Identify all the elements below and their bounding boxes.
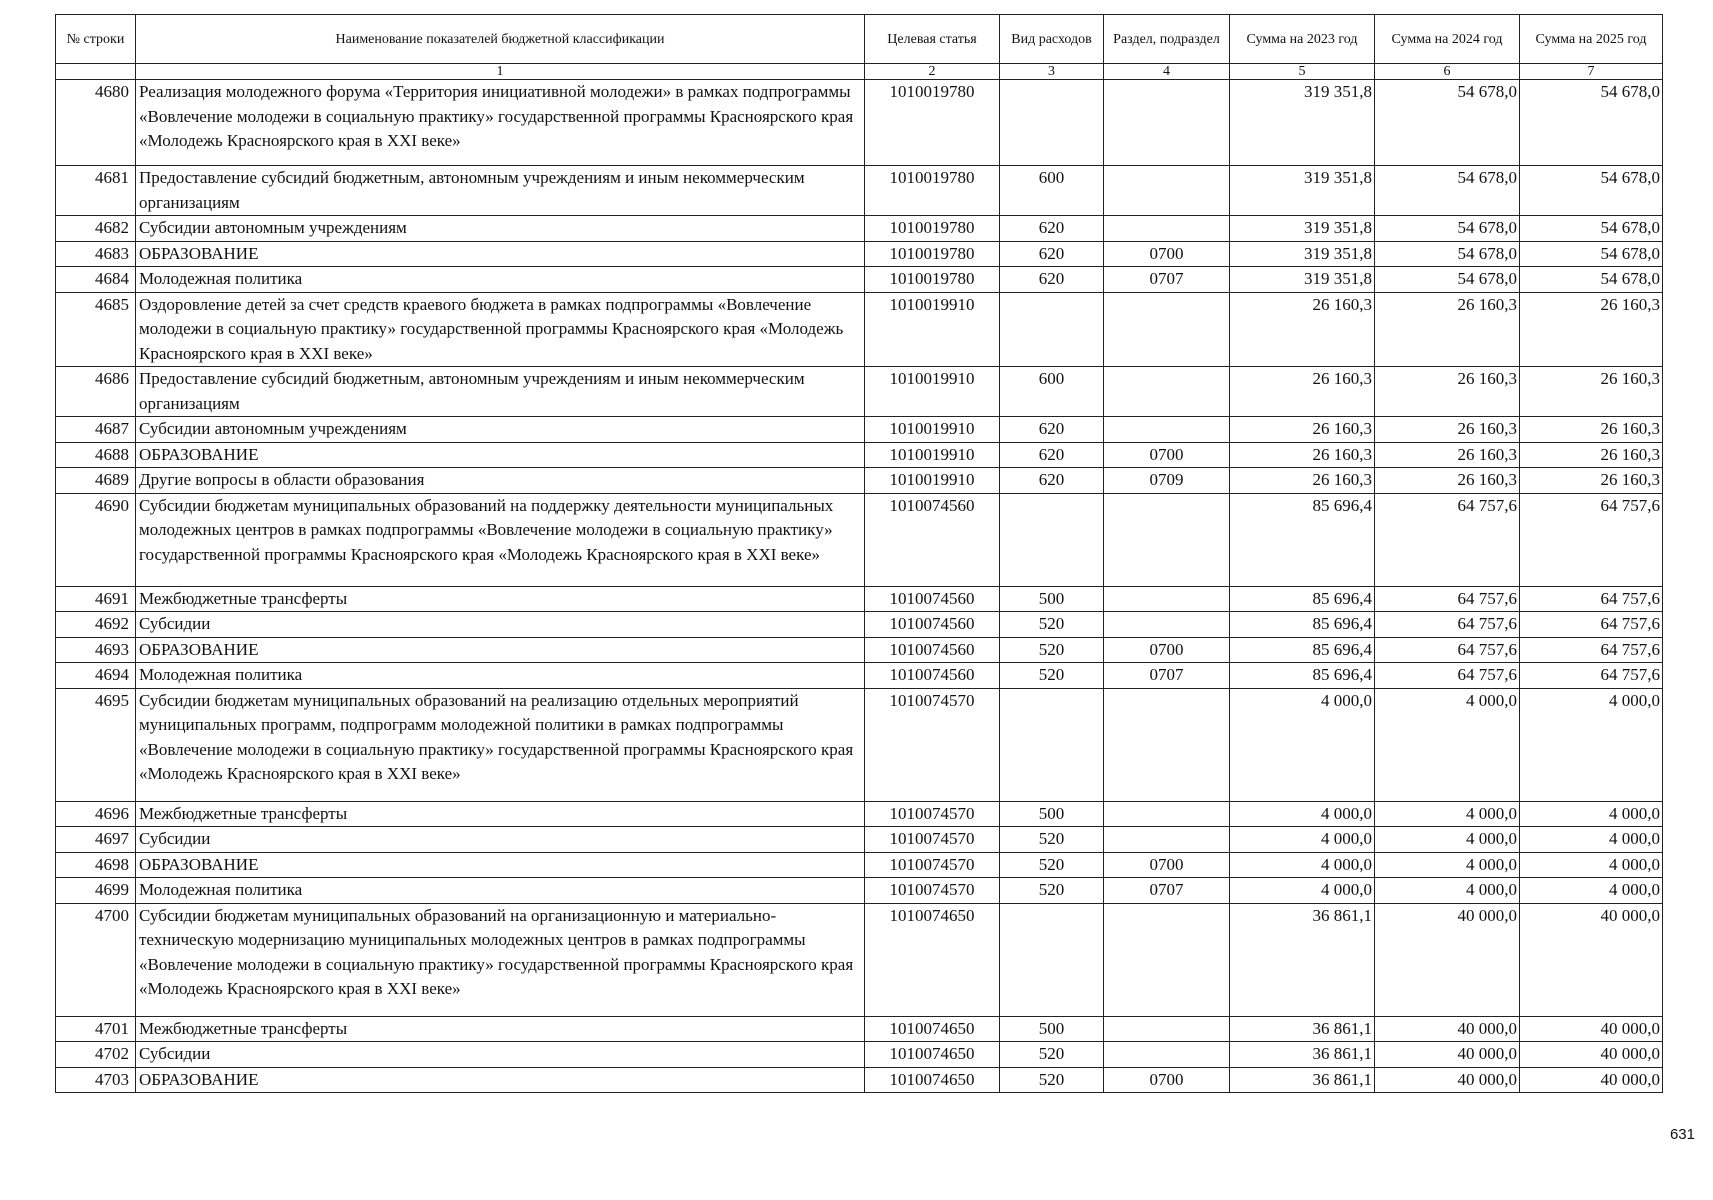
sum-2023: 85 696,4 (1230, 586, 1375, 612)
header-sum-2023: Сумма на 2023 год (1230, 15, 1375, 64)
sum-2025: 40 000,0 (1520, 1067, 1663, 1093)
expense-kind: 620 (1000, 216, 1104, 242)
sum-2023: 85 696,4 (1230, 663, 1375, 689)
row-name: Молодежная политика (136, 878, 865, 904)
sum-2024: 40 000,0 (1375, 1016, 1520, 1042)
sum-2023: 319 351,8 (1230, 80, 1375, 166)
target-article: 1010074570 (865, 852, 1000, 878)
row-name: Субсидии бюджетам муниципальных образований на организационную и материально-техническую модернизацию муниципальных молодежных центров в рамках подпрограммы «Вовлечение молодежи в социальную практику» государственной программы Красноярского края «Молодежь Красноярского края в XXI веке» (136, 903, 865, 1016)
row-number: 4690 (56, 493, 136, 586)
section-code: 0700 (1104, 637, 1230, 663)
sum-2023: 85 696,4 (1230, 612, 1375, 638)
section-code (1104, 903, 1230, 1016)
row-number: 4695 (56, 688, 136, 801)
target-article: 1010074560 (865, 663, 1000, 689)
column-number: 3 (1000, 64, 1104, 80)
header-target: Целевая статья (865, 15, 1000, 64)
section-code (1104, 1042, 1230, 1068)
column-number (56, 64, 136, 80)
section-code: 0700 (1104, 1067, 1230, 1093)
table-row (56, 688, 1663, 801)
table-row (56, 1042, 1663, 1068)
sum-2025: 64 757,6 (1520, 586, 1663, 612)
sum-2023: 319 351,8 (1230, 241, 1375, 267)
table-row (56, 663, 1663, 689)
sum-2023: 26 160,3 (1230, 417, 1375, 443)
sum-2024: 64 757,6 (1375, 493, 1520, 586)
header-name: Наименование показателей бюджетной классификации (136, 15, 865, 64)
section-code (1104, 688, 1230, 801)
row-name: ОБРАЗОВАНИЕ (136, 241, 865, 267)
row-number: 4693 (56, 637, 136, 663)
row-name: Субсидии (136, 1042, 865, 1068)
expense-kind: 520 (1000, 612, 1104, 638)
section-code (1104, 367, 1230, 417)
row-name: Межбюджетные трансферты (136, 801, 865, 827)
sum-2025: 4 000,0 (1520, 852, 1663, 878)
sum-2025: 26 160,3 (1520, 417, 1663, 443)
sum-2023: 85 696,4 (1230, 637, 1375, 663)
row-number: 4688 (56, 442, 136, 468)
row-number: 4680 (56, 80, 136, 166)
sum-2024: 4 000,0 (1375, 878, 1520, 904)
row-number: 4701 (56, 1016, 136, 1042)
sum-2025: 54 678,0 (1520, 166, 1663, 216)
row-name: Предоставление субсидий бюджетным, автономным учреждениям и иным некоммерческим организациям (136, 367, 865, 417)
row-name: Субсидии бюджетам муниципальных образований на реализацию отдельных мероприятий муниципальных программ, подпрограмм молодежной политики в рамках подпрограммы «Вовлечение молодежи в социальную практику» государственной программы Красноярского края «Молодежь Красноярского края в XXI веке» (136, 688, 865, 801)
expense-kind: 500 (1000, 801, 1104, 827)
sum-2025: 4 000,0 (1520, 801, 1663, 827)
row-name: Субсидии автономным учреждениям (136, 216, 865, 242)
budget-page (55, 14, 1663, 1093)
table-row (56, 1067, 1663, 1093)
table-row (56, 852, 1663, 878)
section-code (1104, 612, 1230, 638)
expense-kind: 620 (1000, 468, 1104, 494)
row-number: 4686 (56, 367, 136, 417)
sum-2024: 40 000,0 (1375, 1067, 1520, 1093)
target-article: 1010074650 (865, 1016, 1000, 1042)
section-code: 0707 (1104, 663, 1230, 689)
sum-2024: 40 000,0 (1375, 903, 1520, 1016)
sum-2025: 4 000,0 (1520, 688, 1663, 801)
table-row (56, 637, 1663, 663)
section-code (1104, 80, 1230, 166)
section-code: 0700 (1104, 241, 1230, 267)
header-row (56, 15, 1663, 64)
expense-kind: 520 (1000, 852, 1104, 878)
row-number: 4682 (56, 216, 136, 242)
expense-kind: 520 (1000, 637, 1104, 663)
row-number: 4681 (56, 166, 136, 216)
table-row (56, 801, 1663, 827)
sum-2025: 54 678,0 (1520, 241, 1663, 267)
sum-2023: 36 861,1 (1230, 1067, 1375, 1093)
row-name: Другие вопросы в области образования (136, 468, 865, 494)
row-number: 4683 (56, 241, 136, 267)
sum-2024: 4 000,0 (1375, 852, 1520, 878)
sum-2024: 26 160,3 (1375, 468, 1520, 494)
sum-2025: 64 757,6 (1520, 637, 1663, 663)
expense-kind (1000, 292, 1104, 367)
row-name: Молодежная политика (136, 663, 865, 689)
column-number: 5 (1230, 64, 1375, 80)
target-article: 1010074560 (865, 637, 1000, 663)
sum-2024: 54 678,0 (1375, 216, 1520, 242)
target-article: 1010074570 (865, 801, 1000, 827)
target-article: 1010074650 (865, 1042, 1000, 1068)
sum-2023: 26 160,3 (1230, 292, 1375, 367)
sum-2025: 40 000,0 (1520, 903, 1663, 1016)
section-code (1104, 493, 1230, 586)
table-row (56, 417, 1663, 443)
section-code (1104, 216, 1230, 242)
section-code (1104, 292, 1230, 367)
sum-2023: 36 861,1 (1230, 1016, 1375, 1042)
row-number: 4692 (56, 612, 136, 638)
row-name: Молодежная политика (136, 267, 865, 293)
row-number: 4703 (56, 1067, 136, 1093)
expense-kind: 520 (1000, 663, 1104, 689)
sum-2023: 319 351,8 (1230, 216, 1375, 242)
sum-2024: 4 000,0 (1375, 801, 1520, 827)
section-code: 0707 (1104, 267, 1230, 293)
table-row (56, 493, 1663, 586)
header-sum-2025: Сумма на 2025 год (1520, 15, 1663, 64)
expense-kind: 520 (1000, 878, 1104, 904)
sum-2024: 64 757,6 (1375, 663, 1520, 689)
section-code: 0707 (1104, 878, 1230, 904)
row-name: Предоставление субсидий бюджетным, автономным учреждениям и иным некоммерческим организациям (136, 166, 865, 216)
row-number: 4696 (56, 801, 136, 827)
column-number: 1 (136, 64, 865, 80)
target-article: 1010074560 (865, 612, 1000, 638)
sum-2023: 36 861,1 (1230, 903, 1375, 1016)
sum-2023: 85 696,4 (1230, 493, 1375, 586)
column-number: 4 (1104, 64, 1230, 80)
expense-kind: 620 (1000, 241, 1104, 267)
sum-2024: 64 757,6 (1375, 586, 1520, 612)
expense-kind: 600 (1000, 166, 1104, 216)
row-number: 4700 (56, 903, 136, 1016)
sum-2025: 54 678,0 (1520, 267, 1663, 293)
sum-2024: 40 000,0 (1375, 1042, 1520, 1068)
section-code: 0709 (1104, 468, 1230, 494)
section-code (1104, 417, 1230, 443)
target-article: 1010074570 (865, 688, 1000, 801)
target-article: 1010019780 (865, 241, 1000, 267)
section-code (1104, 827, 1230, 853)
target-article: 1010019780 (865, 166, 1000, 216)
sum-2023: 26 160,3 (1230, 442, 1375, 468)
header-section: Раздел, подраздел (1104, 15, 1230, 64)
row-number: 4689 (56, 468, 136, 494)
table-row (56, 468, 1663, 494)
row-name: ОБРАЗОВАНИЕ (136, 1067, 865, 1093)
section-code: 0700 (1104, 852, 1230, 878)
table-row (56, 612, 1663, 638)
expense-kind (1000, 903, 1104, 1016)
page-number: 631 (1669, 1126, 1695, 1143)
sum-2024: 4 000,0 (1375, 827, 1520, 853)
target-article: 1010019780 (865, 216, 1000, 242)
table-row (56, 367, 1663, 417)
row-number: 4694 (56, 663, 136, 689)
row-name: Субсидии бюджетам муниципальных образований на поддержку деятельности муниципальных молодежных центров в рамках подпрограммы «Вовлечение молодежи в социальную практику» государственной программы Красноярского края «Молодежь Красноярского края в XXI веке» (136, 493, 865, 586)
expense-kind: 520 (1000, 1067, 1104, 1093)
sum-2025: 40 000,0 (1520, 1016, 1663, 1042)
expense-kind: 500 (1000, 1016, 1104, 1042)
row-name: Субсидии автономным учреждениям (136, 417, 865, 443)
table-row (56, 903, 1663, 1016)
sum-2025: 26 160,3 (1520, 292, 1663, 367)
table-row (56, 442, 1663, 468)
sum-2025: 26 160,3 (1520, 442, 1663, 468)
budget-table (55, 14, 1663, 1093)
sum-2024: 64 757,6 (1375, 637, 1520, 663)
column-numbers-row (56, 64, 1663, 80)
row-number: 4702 (56, 1042, 136, 1068)
row-name: Межбюджетные трансферты (136, 586, 865, 612)
sum-2025: 40 000,0 (1520, 1042, 1663, 1068)
row-number: 4699 (56, 878, 136, 904)
sum-2025: 64 757,6 (1520, 493, 1663, 586)
table-row (56, 292, 1663, 367)
target-article: 1010074570 (865, 827, 1000, 853)
target-article: 1010074560 (865, 493, 1000, 586)
table-row (56, 216, 1663, 242)
sum-2025: 54 678,0 (1520, 216, 1663, 242)
target-article: 1010019910 (865, 468, 1000, 494)
sum-2023: 4 000,0 (1230, 688, 1375, 801)
expense-kind: 620 (1000, 417, 1104, 443)
target-article: 1010019910 (865, 292, 1000, 367)
sum-2024: 26 160,3 (1375, 367, 1520, 417)
row-number: 4691 (56, 586, 136, 612)
target-article: 1010019780 (865, 80, 1000, 166)
table-row (56, 1016, 1663, 1042)
row-name: Субсидии (136, 827, 865, 853)
sum-2024: 54 678,0 (1375, 241, 1520, 267)
table-row (56, 166, 1663, 216)
section-code: 0700 (1104, 442, 1230, 468)
table-row (56, 878, 1663, 904)
target-article: 1010074650 (865, 903, 1000, 1016)
sum-2024: 26 160,3 (1375, 417, 1520, 443)
row-name: Субсидии (136, 612, 865, 638)
target-article: 1010019910 (865, 442, 1000, 468)
sum-2025: 64 757,6 (1520, 663, 1663, 689)
target-article: 1010074560 (865, 586, 1000, 612)
sum-2024: 54 678,0 (1375, 267, 1520, 293)
column-number: 2 (865, 64, 1000, 80)
expense-kind (1000, 688, 1104, 801)
sum-2025: 64 757,6 (1520, 612, 1663, 638)
section-code (1104, 1016, 1230, 1042)
target-article: 1010019910 (865, 367, 1000, 417)
expense-kind: 620 (1000, 442, 1104, 468)
row-number: 4687 (56, 417, 136, 443)
row-number: 4698 (56, 852, 136, 878)
table-row (56, 827, 1663, 853)
section-code (1104, 586, 1230, 612)
column-number: 7 (1520, 64, 1663, 80)
target-article: 1010074570 (865, 878, 1000, 904)
header-sum-2024: Сумма на 2024 год (1375, 15, 1520, 64)
expense-kind: 600 (1000, 367, 1104, 417)
sum-2024: 54 678,0 (1375, 80, 1520, 166)
section-code (1104, 801, 1230, 827)
sum-2024: 64 757,6 (1375, 612, 1520, 638)
expense-kind: 620 (1000, 267, 1104, 293)
row-number: 4685 (56, 292, 136, 367)
row-name: ОБРАЗОВАНИЕ (136, 852, 865, 878)
sum-2023: 4 000,0 (1230, 878, 1375, 904)
row-number: 4684 (56, 267, 136, 293)
header-kind: Вид расходов (1000, 15, 1104, 64)
sum-2023: 4 000,0 (1230, 827, 1375, 853)
sum-2025: 54 678,0 (1520, 80, 1663, 166)
header-row-no: № строки (56, 15, 136, 64)
expense-kind: 520 (1000, 827, 1104, 853)
target-article: 1010019780 (865, 267, 1000, 293)
expense-kind (1000, 80, 1104, 166)
row-name: Реализация молодежного форума «Территория инициативной молодежи» в рамках подпрограммы «Вовлечение молодежи в социальную практику» государственной программы Красноярского края «Молодежь Красноярского края в XXI веке» (136, 80, 865, 166)
sum-2025: 26 160,3 (1520, 468, 1663, 494)
row-name: Оздоровление детей за счет средств краевого бюджета в рамках подпрограммы «Вовлечение молодежи в социальную практику» государственной программы Красноярского края «Молодежь Красноярского края в XXI веке» (136, 292, 865, 367)
sum-2023: 4 000,0 (1230, 852, 1375, 878)
column-number: 6 (1375, 64, 1520, 80)
sum-2025: 26 160,3 (1520, 367, 1663, 417)
sum-2024: 26 160,3 (1375, 442, 1520, 468)
sum-2024: 26 160,3 (1375, 292, 1520, 367)
expense-kind: 520 (1000, 1042, 1104, 1068)
sum-2024: 54 678,0 (1375, 166, 1520, 216)
row-name: ОБРАЗОВАНИЕ (136, 637, 865, 663)
table-row (56, 241, 1663, 267)
sum-2025: 4 000,0 (1520, 878, 1663, 904)
sum-2023: 26 160,3 (1230, 367, 1375, 417)
sum-2023: 319 351,8 (1230, 166, 1375, 216)
table-row (56, 80, 1663, 166)
table-row (56, 267, 1663, 293)
expense-kind (1000, 493, 1104, 586)
sum-2023: 26 160,3 (1230, 468, 1375, 494)
expense-kind: 500 (1000, 586, 1104, 612)
table-row (56, 586, 1663, 612)
row-name: ОБРАЗОВАНИЕ (136, 442, 865, 468)
row-number: 4697 (56, 827, 136, 853)
sum-2023: 4 000,0 (1230, 801, 1375, 827)
section-code (1104, 166, 1230, 216)
table-body (56, 80, 1663, 1093)
target-article: 1010074650 (865, 1067, 1000, 1093)
sum-2024: 4 000,0 (1375, 688, 1520, 801)
sum-2023: 319 351,8 (1230, 267, 1375, 293)
sum-2025: 4 000,0 (1520, 827, 1663, 853)
target-article: 1010019910 (865, 417, 1000, 443)
row-name: Межбюджетные трансферты (136, 1016, 865, 1042)
sum-2023: 36 861,1 (1230, 1042, 1375, 1068)
